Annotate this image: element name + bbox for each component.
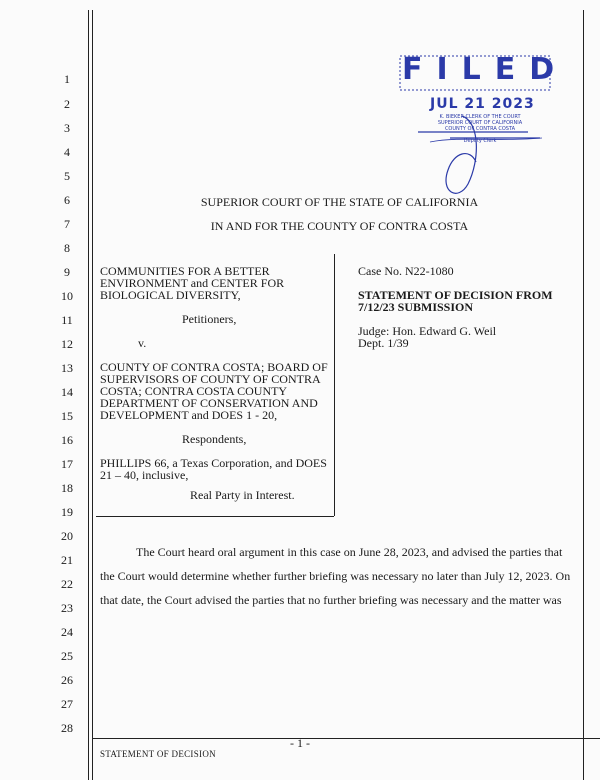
- line-number: 21: [61, 553, 73, 567]
- line-number: 3: [64, 121, 70, 135]
- right-margin-rule: [583, 10, 584, 780]
- petitioner-line: COMMUNITIES FOR A BETTER: [100, 264, 270, 278]
- petitioners-label: Petitioners,: [182, 312, 237, 326]
- line-number: 23: [61, 601, 73, 615]
- respondent-line: SUPERVISORS OF COUNTY OF CONTRA: [100, 372, 321, 386]
- line-number: 18: [61, 481, 73, 495]
- line-number: 20: [61, 529, 73, 543]
- line-number: 28: [61, 721, 73, 735]
- clerk-line: SUPERIOR COURT OF CALIFORNIA: [437, 120, 523, 126]
- line-number: 8: [64, 241, 70, 255]
- petitioner-line: BIOLOGICAL DIVERSITY,: [100, 288, 241, 302]
- respondent-line: DEVELOPMENT and DOES 1 - 20,: [100, 408, 278, 422]
- left-margin-rule: [88, 10, 89, 780]
- judge: Judge: Hon. Edward G. Weil: [358, 324, 497, 338]
- department: Dept. 1/39: [358, 336, 409, 350]
- line-number: 22: [61, 577, 73, 591]
- filed-date: JUL 21 2023: [430, 96, 535, 112]
- line-number: 19: [61, 505, 73, 519]
- line-number: 13: [61, 361, 73, 375]
- line-number: 1: [64, 72, 70, 86]
- line-number: 4: [64, 145, 70, 159]
- respondents-label: Respondents,: [182, 432, 247, 446]
- caption-bottom-rule: [96, 516, 334, 517]
- line-number: 27: [61, 697, 73, 711]
- case-number: Case No. N22-1080: [358, 264, 454, 278]
- respondent-line: DEPARTMENT OF CONSERVATION AND: [100, 396, 318, 410]
- left-margin-rule-inner: [92, 10, 93, 780]
- line-number: 15: [61, 409, 73, 423]
- page-number: - 1 -: [290, 736, 310, 750]
- line-number: 5: [64, 169, 70, 183]
- body-text-line: that date, the Court advised the parties that no further briefing was necessary and the matter was: [100, 593, 562, 607]
- line-number: 7: [64, 217, 70, 231]
- line-number: 12: [61, 337, 73, 351]
- line-number: 2: [64, 97, 70, 111]
- respondent-line: COUNTY OF CONTRA COSTA; BOARD OF: [100, 360, 328, 374]
- line-number: 10: [61, 289, 73, 303]
- document-title-line: 7/12/23 SUBMISSION: [358, 300, 474, 314]
- versus: v.: [138, 336, 147, 350]
- line-number: 26: [61, 673, 73, 687]
- line-number: 9: [64, 265, 70, 279]
- clerk-info: [420, 114, 540, 144]
- court-county: IN AND FOR THE COUNTY OF CONTRA COSTA: [210, 219, 469, 233]
- footer-document-title: STATEMENT OF DECISION: [100, 749, 216, 759]
- deputy-clerk-label: Deputy Clerk: [463, 138, 497, 144]
- petitioner-line: ENVIRONMENT and CENTER FOR: [100, 276, 285, 290]
- line-number: 24: [61, 625, 73, 639]
- clerk-line: COUNTY OF CONTRA COSTA: [444, 126, 516, 132]
- line-number: 25: [61, 649, 73, 663]
- line-number: 17: [61, 457, 73, 471]
- line-number: 6: [64, 193, 70, 207]
- respondent-line: COSTA; CONTRA COSTA COUNTY: [100, 384, 288, 398]
- court-name: SUPERIOR COURT OF THE STATE OF CALIFORNIA: [200, 195, 479, 209]
- caption-divider: [334, 254, 335, 516]
- body-text-line: the Court would determine whether further briefing was necessary no later than July 12, 2023. On: [100, 569, 571, 583]
- real-party-line: 21 – 40, inclusive,: [100, 468, 189, 482]
- line-number: 14: [61, 385, 73, 399]
- real-party-label: Real Party in Interest.: [190, 488, 295, 502]
- real-party-line: PHILLIPS 66, a Texas Corporation, and DOES: [100, 456, 327, 470]
- filed-word: FILED: [402, 52, 569, 87]
- line-number: 11: [61, 313, 73, 327]
- clerk-line: K. BIEKER CLERK OF THE COURT: [439, 114, 521, 120]
- line-number: 16: [61, 433, 73, 447]
- document-title-line: STATEMENT OF DECISION FROM: [358, 288, 553, 302]
- body-text-line: The Court heard oral argument in this case on June 28, 2023, and advised the parties that: [136, 545, 563, 559]
